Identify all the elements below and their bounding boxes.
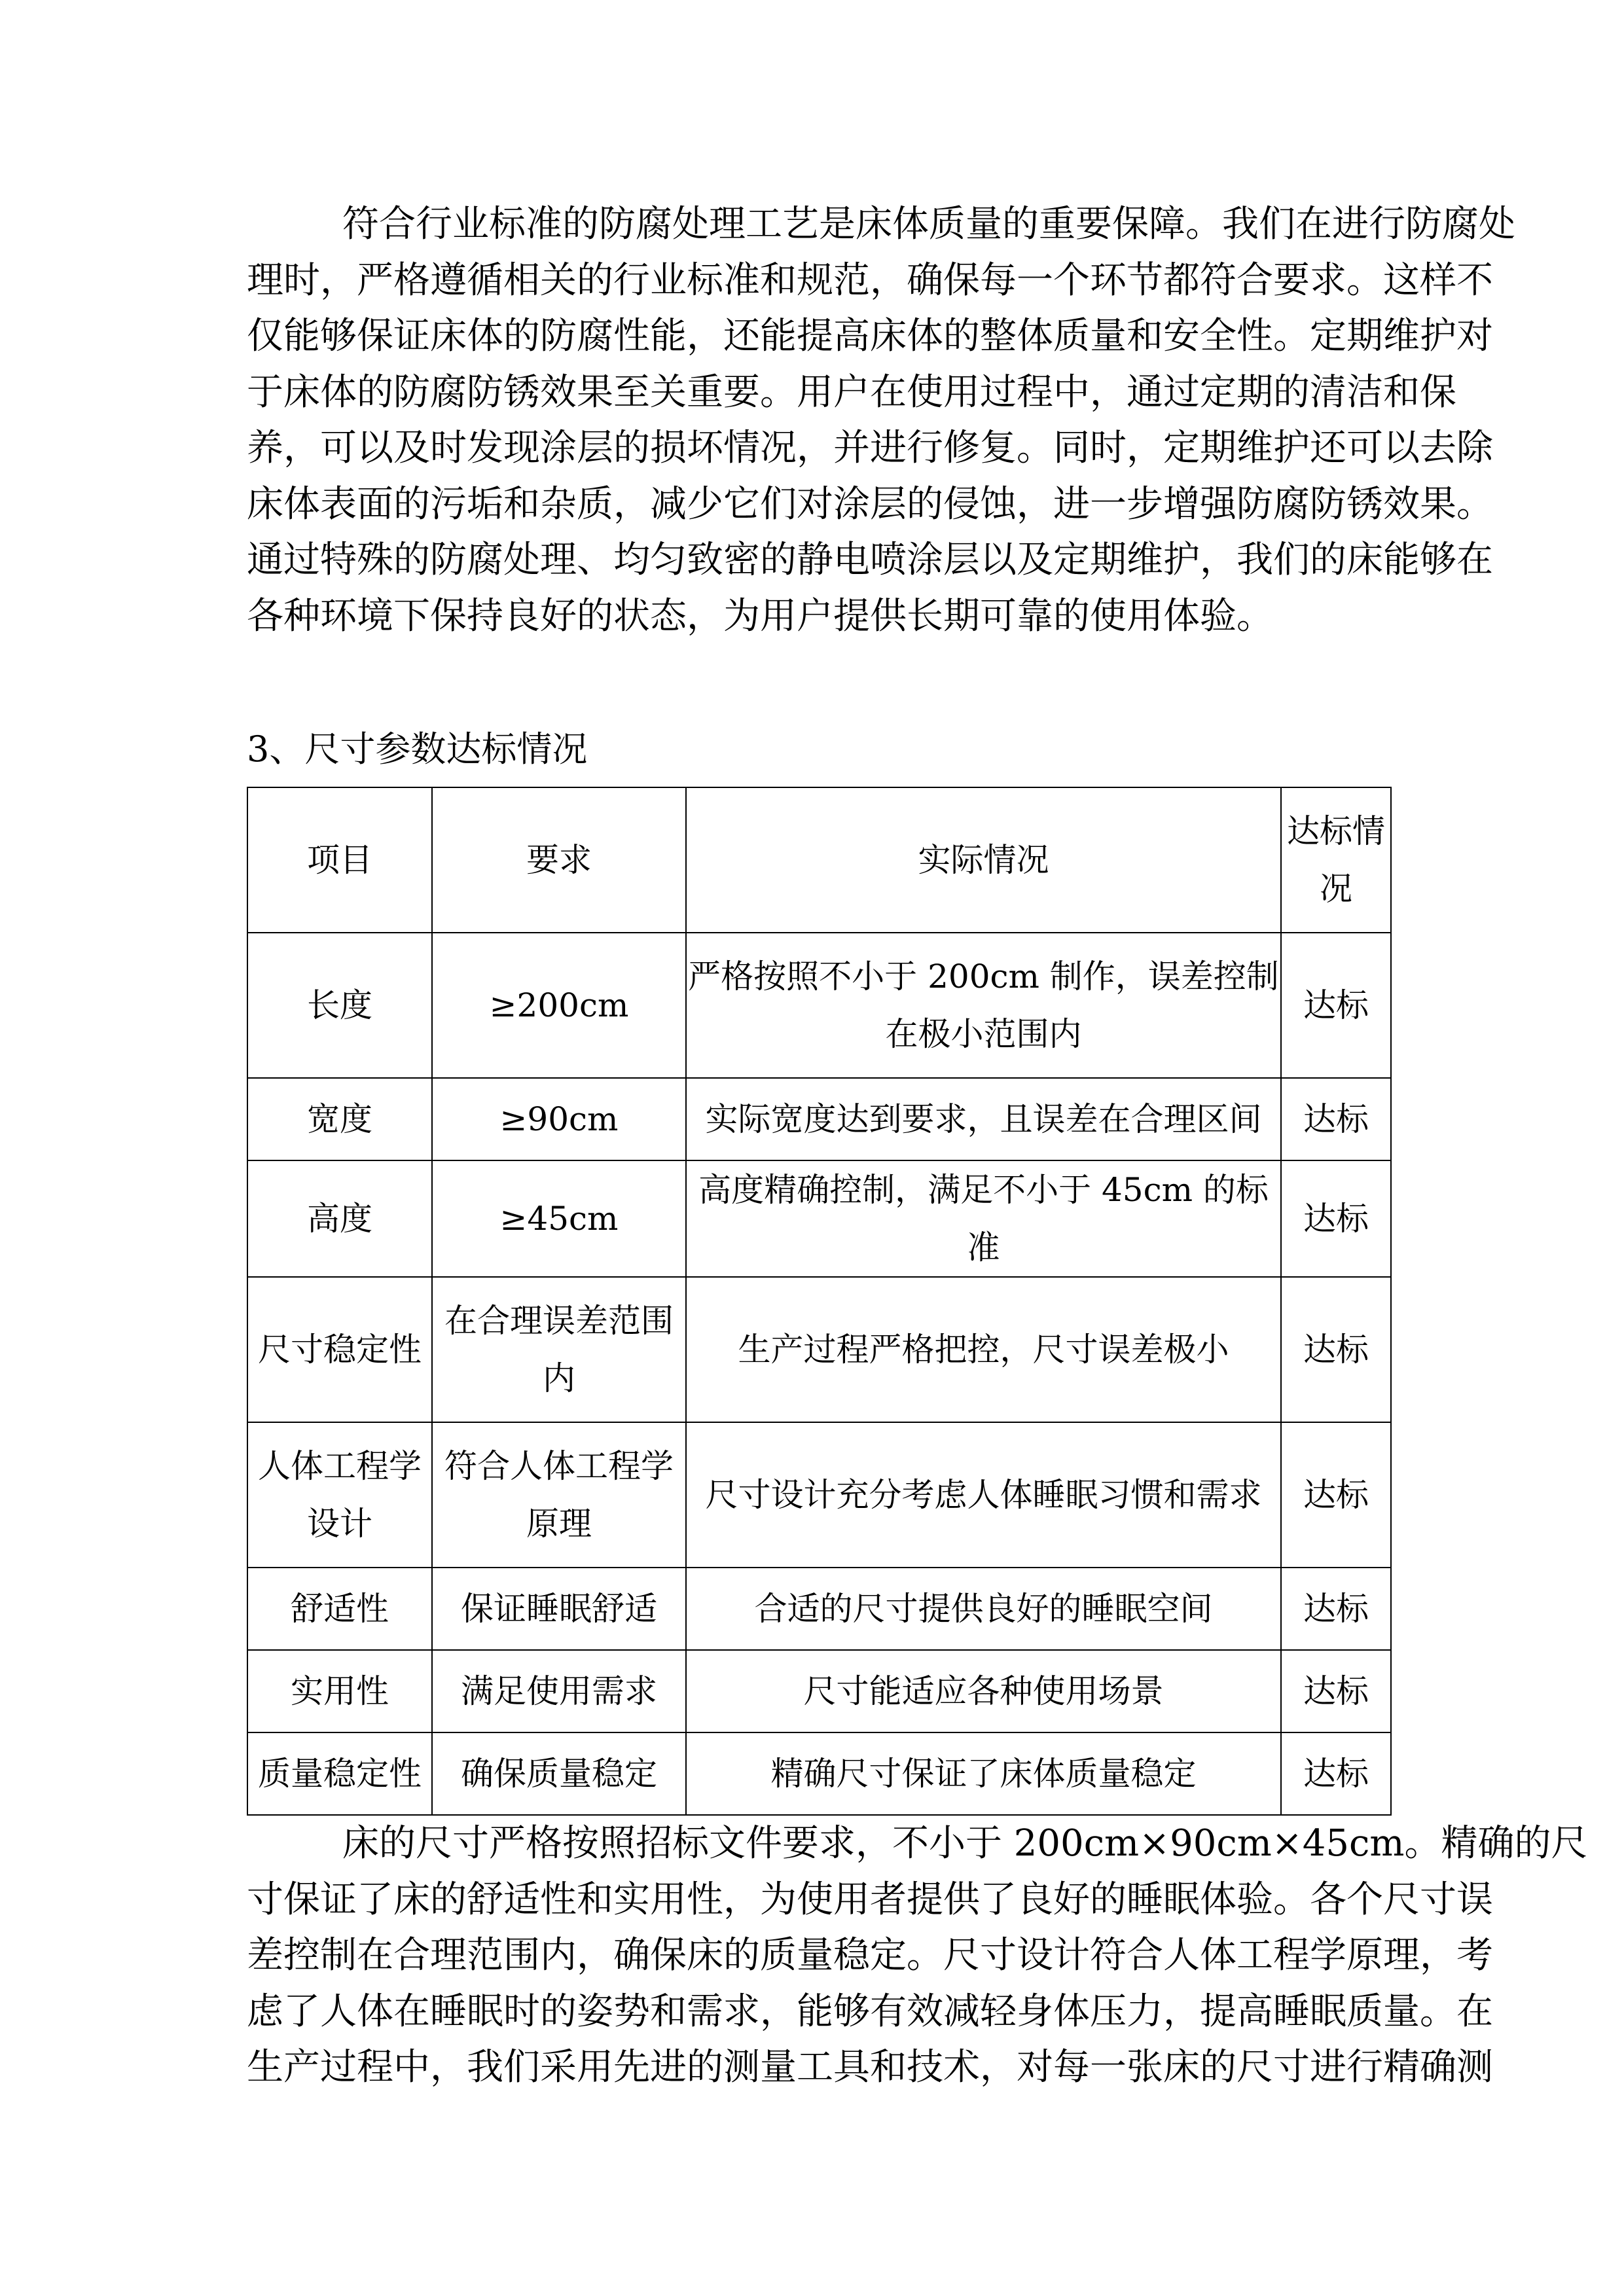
table-cell: 在合理误差范围 内 xyxy=(432,1277,686,1422)
table-cell: 严格按照不小于 200cm 制作，误差控制 在极小范围内 xyxy=(686,933,1281,1078)
text-line: 符合行业标准的防腐处理工艺是床体质量的重要保障。我们在进行防腐处 xyxy=(342,203,1515,245)
table-cell: 精确尺寸保证了床体质量稳定 xyxy=(686,1732,1281,1815)
table-header-row xyxy=(247,787,1391,933)
table-cell: 达标 xyxy=(1281,1650,1391,1732)
table-cell: 尺寸设计充分考虑人体睡眠习惯和需求 xyxy=(686,1422,1281,1568)
table-cell: 生产过程严格把控，尺寸误差极小 xyxy=(686,1277,1281,1422)
table-cell: ≥90cm xyxy=(432,1078,686,1160)
text-line: 床体表面的污垢和杂质，减少它们对涂层的侵蚀，进一步增强防腐防锈效果。 xyxy=(247,482,1493,526)
table-cell: 长度 xyxy=(247,933,432,1078)
table-row xyxy=(247,1422,1391,1568)
table-cell: 达标 xyxy=(1281,933,1391,1078)
text-line: 理时，严格遵循相关的行业标准和规范，确保每一个环节都符合要求。这样不 xyxy=(247,259,1493,302)
table-row xyxy=(247,1160,1391,1277)
table-cell: 合适的尺寸提供良好的睡眠空间 xyxy=(686,1568,1281,1650)
table-cell: 高度 xyxy=(247,1160,432,1277)
table-cell: 达标 xyxy=(1281,1078,1391,1160)
table-cell: 质量稳定性 xyxy=(247,1732,432,1815)
text-line: 寸保证了床的舒适性和实用性，为使用者提供了良好的睡眠体验。各个尺寸误 xyxy=(247,1878,1493,1921)
text-line: 通过特殊的防腐处理、均匀致密的静电喷涂层以及定期维护，我们的床能够在 xyxy=(247,539,1493,581)
table-row xyxy=(247,1650,1391,1732)
header-cell: 实际情况 xyxy=(686,787,1281,933)
dimension-compliance-table xyxy=(247,787,1392,1816)
table-cell: 舒适性 xyxy=(247,1568,432,1650)
text-line: 于床体的防腐防锈效果至关重要。用户在使用过程中，通过定期的清洁和保 xyxy=(247,370,1456,414)
table-cell: 达标 xyxy=(1281,1277,1391,1422)
table-cell: 达标 xyxy=(1281,1160,1391,1277)
table-cell: 达标 xyxy=(1281,1568,1391,1650)
text-line: 生产过程中，我们采用先进的测量工具和技术，对每一张床的尺寸进行精确测 xyxy=(247,2046,1493,2089)
table-cell: 满足使用需求 xyxy=(432,1650,686,1732)
text-line: 床的尺寸严格按照招标文件要求，不小于 200cm×90cm×45cm。精确的尺 xyxy=(342,1822,1588,1865)
table-cell: 实际宽度达到要求，且误差在合理区间 xyxy=(686,1078,1281,1160)
header-cell: 达标情 况 xyxy=(1281,787,1391,933)
header-cell: 项目 xyxy=(247,787,432,933)
table-row xyxy=(247,1732,1391,1815)
table-row xyxy=(247,1277,1391,1422)
table-cell: ≥45cm xyxy=(432,1160,686,1277)
table-cell: 符合人体工程学 原理 xyxy=(432,1422,686,1568)
paragraph-anticorrosion xyxy=(247,196,1515,644)
section-heading: 3、尺寸参数达标情况 xyxy=(247,728,588,770)
table-cell: 高度精确控制，满足不小于 45cm 的标准 xyxy=(686,1160,1281,1277)
table-cell: ≥200cm xyxy=(432,933,686,1078)
table-cell: 确保质量稳定 xyxy=(432,1732,686,1815)
table-and-paragraph xyxy=(247,787,1588,2096)
table-cell: 达标 xyxy=(1281,1422,1391,1568)
table-cell: 人体工程学 设计 xyxy=(247,1422,432,1568)
table-cell: 达标 xyxy=(1281,1732,1391,1815)
header-cell: 要求 xyxy=(432,787,686,933)
table-cell: 实用性 xyxy=(247,1650,432,1732)
table-row xyxy=(247,1078,1391,1160)
text-line: 差控制在合理范围内，确保床的质量稳定。尺寸设计符合人体工程学原理，考 xyxy=(247,1934,1493,1977)
table-cell: 保证睡眠舒适 xyxy=(432,1568,686,1650)
paragraph-dimensions xyxy=(247,1816,1588,2096)
table-cell: 宽度 xyxy=(247,1078,432,1160)
table-cell: 尺寸稳定性 xyxy=(247,1277,432,1422)
text-line: 各种环境下保持良好的状态，为用户提供长期可靠的使用体验。 xyxy=(247,594,1273,637)
table-cell: 尺寸能适应各种使用场景 xyxy=(686,1650,1281,1732)
text-line: 虑了人体在睡眠时的姿势和需求，能够有效减轻身体压力，提高睡眠质量。在 xyxy=(247,1990,1493,2033)
table-row xyxy=(247,933,1391,1078)
text-line: 养，可以及时发现涂层的损坏情况，并进行修复。同时，定期维护还可以去除 xyxy=(247,427,1493,469)
text-line: 仅能够保证床体的防腐性能，还能提高床体的整体质量和安全性。定期维护对 xyxy=(247,315,1493,357)
table-row xyxy=(247,1568,1391,1650)
